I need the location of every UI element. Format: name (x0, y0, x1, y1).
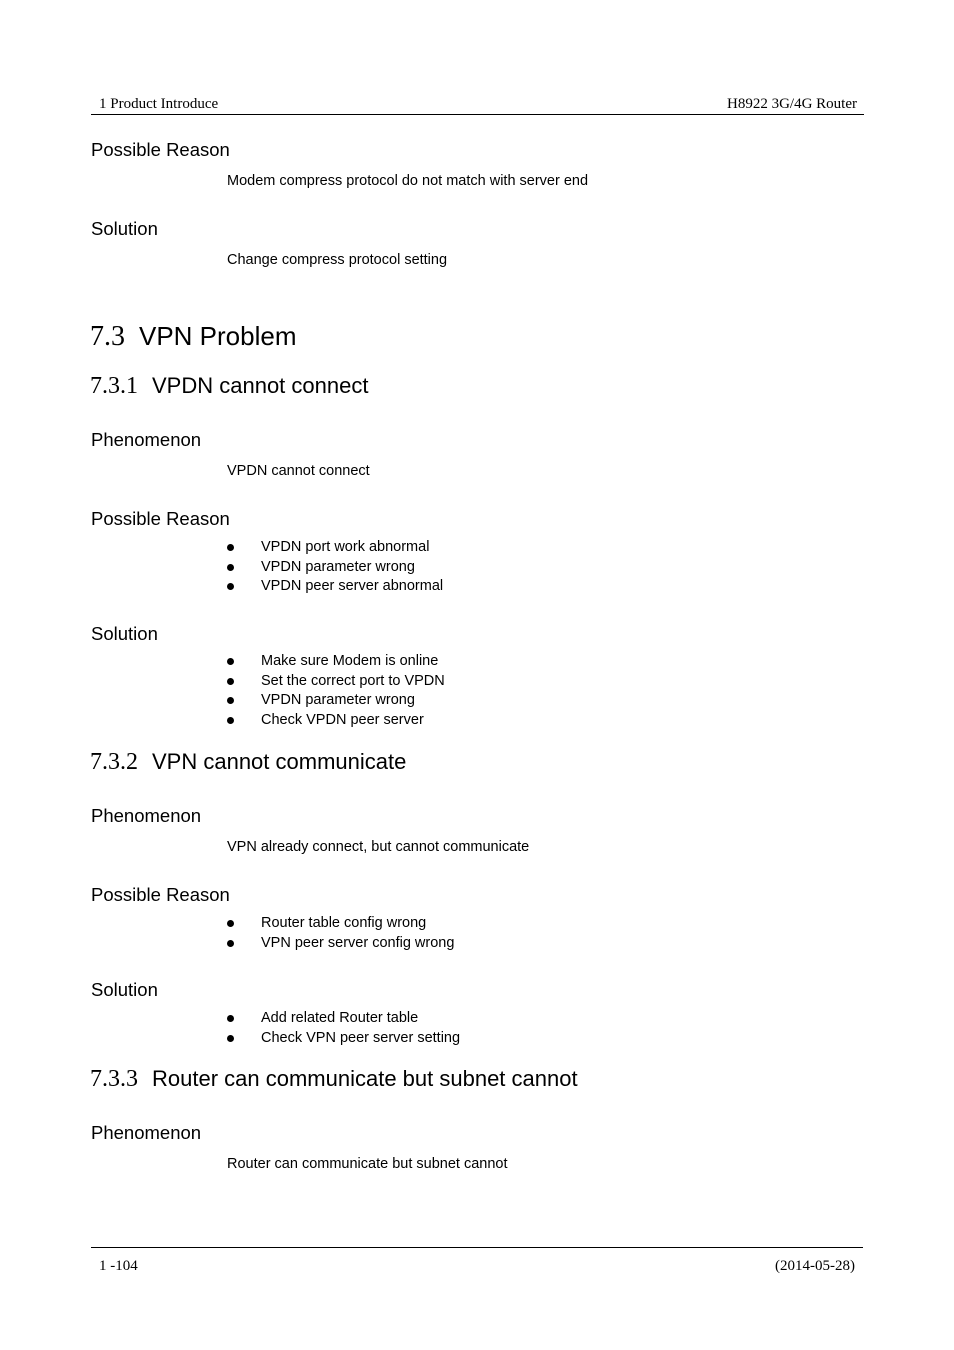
subsection-number: 7.3.1 (90, 373, 138, 399)
subsection-title: Router can communicate but subnet cannot (152, 1066, 578, 1091)
possible-reason-heading: Possible Reason (91, 508, 230, 529)
section-title: VPN Problem (139, 321, 297, 351)
phenomenon-heading: Phenomenon (91, 1122, 202, 1143)
list-item: VPDN port work abnormal (227, 538, 443, 558)
subsection-heading-7-3-2 (90, 749, 406, 776)
phenomenon-heading: Phenomenon (91, 429, 202, 450)
phenomenon-text: VPDN cannot connect (227, 463, 370, 479)
list-item: VPDN parameter wrong (227, 558, 443, 578)
subsection-title: VPN cannot communicate (152, 749, 407, 774)
solution-heading: Solution (91, 623, 158, 644)
list-item: Set the correct port to VPDN (227, 672, 445, 692)
possible-reason-list (227, 538, 443, 597)
section-number: 7.3 (90, 321, 125, 352)
solution-heading: Solution (91, 979, 158, 1000)
page-number: 1 -104 (99, 1258, 138, 1274)
list-item: Add related Router table (227, 1009, 460, 1029)
subsection-title: VPDN cannot connect (152, 373, 369, 398)
header-chapter: 1 Product Introduce (99, 96, 219, 112)
solution-text: Change compress protocol setting (227, 252, 448, 268)
list-item: Check VPDN peer server (227, 711, 445, 731)
possible-reason-heading: Possible Reason (91, 139, 230, 160)
solution-list (227, 1009, 460, 1048)
possible-reason-text: Modem compress protocol do not match with server end (227, 173, 589, 189)
header-rule (91, 114, 864, 115)
phenomenon-text: Router can communicate but subnet cannot (227, 1156, 508, 1172)
header-product: H8922 3G/4G Router (727, 96, 857, 112)
solution-list (227, 652, 445, 731)
list-item: VPDN peer server abnormal (227, 577, 443, 597)
list-item: VPN peer server config wrong (227, 934, 454, 954)
list-item: Check VPN peer server setting (227, 1029, 460, 1049)
subsection-heading-7-3-1 (90, 373, 368, 400)
subsection-heading-7-3-3 (90, 1066, 578, 1093)
solution-heading: Solution (91, 218, 158, 239)
subsection-number: 7.3.3 (90, 1066, 138, 1092)
possible-reason-list (227, 914, 454, 953)
subsection-number: 7.3.2 (90, 749, 138, 775)
possible-reason-heading: Possible Reason (91, 884, 230, 905)
list-item: Make sure Modem is online (227, 652, 445, 672)
section-heading-7-3 (90, 321, 297, 353)
document-date: (2014-05-28) (775, 1258, 855, 1274)
list-item: VPDN parameter wrong (227, 691, 445, 711)
list-item: Router table config wrong (227, 914, 454, 934)
footer-rule (91, 1247, 863, 1248)
phenomenon-heading: Phenomenon (91, 805, 202, 826)
phenomenon-text: VPN already connect, but cannot communicate (227, 839, 530, 855)
